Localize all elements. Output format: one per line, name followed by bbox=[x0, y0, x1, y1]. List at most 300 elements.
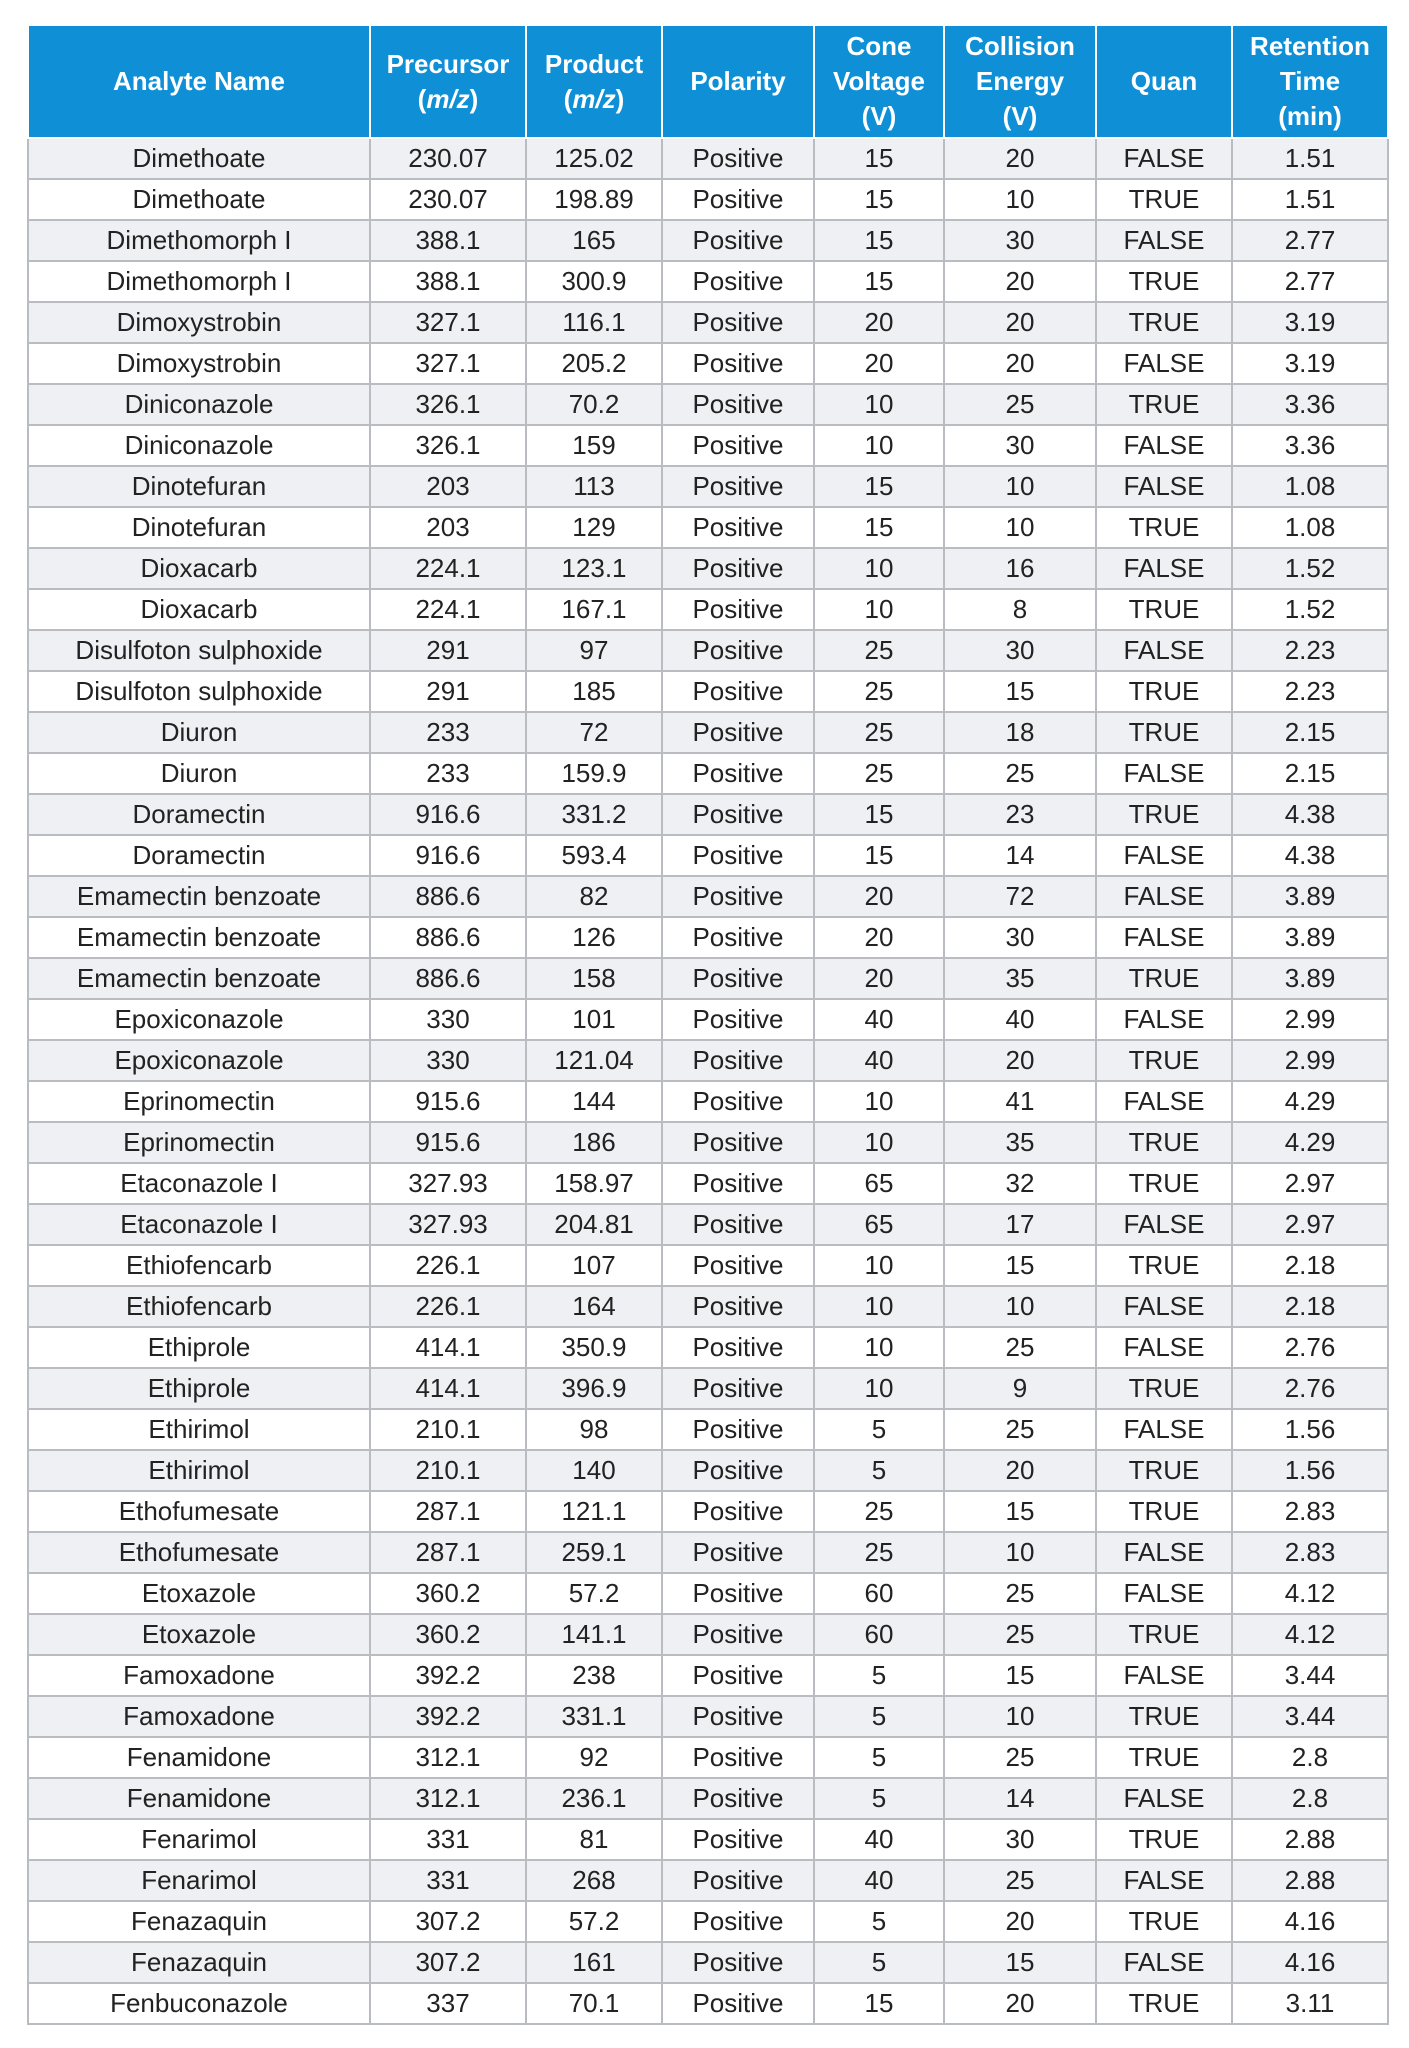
cone-voltage-cell: 20 bbox=[814, 343, 944, 384]
analyte-name-cell: Dimethoate bbox=[28, 179, 370, 220]
analyte-name-cell: Fenazaquin bbox=[28, 1942, 370, 1983]
analyte-name-cell: Diuron bbox=[28, 712, 370, 753]
product-cell: 350.9 bbox=[526, 1327, 662, 1368]
table-row bbox=[28, 343, 1388, 384]
product-cell: 198.89 bbox=[526, 179, 662, 220]
quan-cell: FALSE bbox=[1096, 1286, 1232, 1327]
retention-time-cell: 3.89 bbox=[1232, 917, 1388, 958]
collision-energy-cell: 16 bbox=[944, 548, 1096, 589]
precursor-cell: 330 bbox=[370, 999, 526, 1040]
cone-voltage-cell: 15 bbox=[814, 220, 944, 261]
table-row bbox=[28, 1081, 1388, 1122]
polarity-cell: Positive bbox=[662, 384, 814, 425]
product-cell: 186 bbox=[526, 1122, 662, 1163]
polarity-cell: Positive bbox=[662, 1942, 814, 1983]
precursor-cell: 203 bbox=[370, 507, 526, 548]
precursor-cell: 330 bbox=[370, 1040, 526, 1081]
cone-voltage-cell: 15 bbox=[814, 179, 944, 220]
table-row bbox=[28, 1860, 1388, 1901]
product-cell: 268 bbox=[526, 1860, 662, 1901]
cone-voltage-cell: 5 bbox=[814, 1696, 944, 1737]
collision-energy-cell: 10 bbox=[944, 179, 1096, 220]
header-cone-voltage bbox=[814, 25, 944, 138]
precursor-cell: 327.1 bbox=[370, 343, 526, 384]
polarity-cell: Positive bbox=[662, 794, 814, 835]
polarity-cell: Positive bbox=[662, 1737, 814, 1778]
table-row bbox=[28, 671, 1388, 712]
collision-energy-cell: 10 bbox=[944, 1286, 1096, 1327]
product-cell: 97 bbox=[526, 630, 662, 671]
collision-energy-cell: 15 bbox=[944, 1655, 1096, 1696]
header-text-line: Cone bbox=[846, 31, 912, 61]
retention-time-cell: 4.38 bbox=[1232, 835, 1388, 876]
cone-voltage-cell: 10 bbox=[814, 384, 944, 425]
collision-energy-cell: 10 bbox=[944, 1696, 1096, 1737]
collision-energy-cell: 25 bbox=[944, 1860, 1096, 1901]
precursor-cell: 224.1 bbox=[370, 548, 526, 589]
analyte-name-cell: Famoxadone bbox=[28, 1655, 370, 1696]
polarity-cell: Positive bbox=[662, 261, 814, 302]
polarity-cell: Positive bbox=[662, 835, 814, 876]
table-row bbox=[28, 1696, 1388, 1737]
table-row bbox=[28, 1737, 1388, 1778]
precursor-cell: 326.1 bbox=[370, 425, 526, 466]
table-row bbox=[28, 548, 1388, 589]
analyte-name-cell: Etoxazole bbox=[28, 1614, 370, 1655]
table-body bbox=[28, 138, 1388, 2024]
header-text-line: Precursor bbox=[386, 48, 510, 79]
precursor-cell: 414.1 bbox=[370, 1368, 526, 1409]
product-cell: 98 bbox=[526, 1409, 662, 1450]
collision-energy-cell: 25 bbox=[944, 1614, 1096, 1655]
collision-energy-cell: 41 bbox=[944, 1081, 1096, 1122]
precursor-cell: 233 bbox=[370, 753, 526, 794]
cone-voltage-cell: 10 bbox=[814, 1245, 944, 1286]
analyte-name-cell: Disulfoton sulphoxide bbox=[28, 630, 370, 671]
retention-time-cell: 2.99 bbox=[1232, 1040, 1388, 1081]
retention-time-cell: 2.83 bbox=[1232, 1532, 1388, 1573]
cone-voltage-cell: 40 bbox=[814, 1819, 944, 1860]
polarity-cell: Positive bbox=[662, 1655, 814, 1696]
analyte-name-cell: Fenarimol bbox=[28, 1860, 370, 1901]
cone-voltage-cell: 65 bbox=[814, 1204, 944, 1245]
collision-energy-cell: 15 bbox=[944, 671, 1096, 712]
polarity-cell: Positive bbox=[662, 1081, 814, 1122]
header-analyte-name bbox=[28, 25, 370, 138]
polarity-cell: Positive bbox=[662, 753, 814, 794]
cone-voltage-cell: 20 bbox=[814, 302, 944, 343]
table-row bbox=[28, 138, 1388, 179]
cone-voltage-cell: 15 bbox=[814, 466, 944, 507]
product-cell: 70.1 bbox=[526, 1983, 662, 2024]
precursor-cell: 230.07 bbox=[370, 138, 526, 179]
polarity-cell: Positive bbox=[662, 1040, 814, 1081]
collision-energy-cell: 25 bbox=[944, 1409, 1096, 1450]
collision-energy-cell: 10 bbox=[944, 466, 1096, 507]
product-cell: 121.1 bbox=[526, 1491, 662, 1532]
precursor-cell: 392.2 bbox=[370, 1696, 526, 1737]
precursor-cell: 210.1 bbox=[370, 1409, 526, 1450]
analyte-name-cell: Eprinomectin bbox=[28, 1122, 370, 1163]
collision-energy-cell: 15 bbox=[944, 1942, 1096, 1983]
polarity-cell: Positive bbox=[662, 302, 814, 343]
unit-text: m/z bbox=[426, 83, 470, 114]
quan-cell: FALSE bbox=[1096, 1778, 1232, 1819]
table-row bbox=[28, 753, 1388, 794]
cone-voltage-cell: 10 bbox=[814, 1286, 944, 1327]
retention-time-cell: 2.97 bbox=[1232, 1204, 1388, 1245]
analyte-name-cell: Ethirimol bbox=[28, 1409, 370, 1450]
quan-cell: FALSE bbox=[1096, 1655, 1232, 1696]
polarity-cell: Positive bbox=[662, 1368, 814, 1409]
product-cell: 396.9 bbox=[526, 1368, 662, 1409]
table-row bbox=[28, 1245, 1388, 1286]
polarity-cell: Positive bbox=[662, 179, 814, 220]
cone-voltage-cell: 20 bbox=[814, 917, 944, 958]
table-row bbox=[28, 1286, 1388, 1327]
header-text-line: (V) bbox=[861, 101, 897, 131]
retention-time-cell: 2.18 bbox=[1232, 1245, 1388, 1286]
precursor-cell: 226.1 bbox=[370, 1245, 526, 1286]
collision-energy-cell: 20 bbox=[944, 1450, 1096, 1491]
cone-voltage-cell: 10 bbox=[814, 1081, 944, 1122]
collision-energy-cell: 72 bbox=[944, 876, 1096, 917]
product-cell: 236.1 bbox=[526, 1778, 662, 1819]
product-cell: 107 bbox=[526, 1245, 662, 1286]
product-cell: 82 bbox=[526, 876, 662, 917]
precursor-cell: 203 bbox=[370, 466, 526, 507]
table-row bbox=[28, 1573, 1388, 1614]
table-row bbox=[28, 1778, 1388, 1819]
product-cell: 57.2 bbox=[526, 1573, 662, 1614]
polarity-cell: Positive bbox=[662, 1163, 814, 1204]
collision-energy-cell: 25 bbox=[944, 1573, 1096, 1614]
quan-cell: FALSE bbox=[1096, 753, 1232, 794]
collision-energy-cell: 23 bbox=[944, 794, 1096, 835]
collision-energy-cell: 30 bbox=[944, 220, 1096, 261]
header-text-line: Energy bbox=[975, 66, 1065, 96]
collision-energy-cell: 35 bbox=[944, 958, 1096, 999]
polarity-cell: Positive bbox=[662, 1573, 814, 1614]
product-cell: 331.2 bbox=[526, 794, 662, 835]
polarity-cell: Positive bbox=[662, 220, 814, 261]
retention-time-cell: 3.44 bbox=[1232, 1696, 1388, 1737]
product-cell: 126 bbox=[526, 917, 662, 958]
quan-cell: FALSE bbox=[1096, 138, 1232, 179]
cone-voltage-cell: 10 bbox=[814, 1122, 944, 1163]
cone-voltage-cell: 40 bbox=[814, 999, 944, 1040]
retention-time-cell: 3.36 bbox=[1232, 384, 1388, 425]
table-row bbox=[28, 425, 1388, 466]
analyte-name-cell: Ethiofencarb bbox=[28, 1286, 370, 1327]
cone-voltage-cell: 60 bbox=[814, 1614, 944, 1655]
product-cell: 81 bbox=[526, 1819, 662, 1860]
cone-voltage-cell: 10 bbox=[814, 1327, 944, 1368]
analyte-name-cell: Disulfoton sulphoxide bbox=[28, 671, 370, 712]
precursor-cell: 312.1 bbox=[370, 1778, 526, 1819]
precursor-cell: 226.1 bbox=[370, 1286, 526, 1327]
table-row bbox=[28, 876, 1388, 917]
polarity-cell: Positive bbox=[662, 1409, 814, 1450]
polarity-cell: Positive bbox=[662, 958, 814, 999]
retention-time-cell: 3.89 bbox=[1232, 876, 1388, 917]
header-retention-time bbox=[1232, 25, 1388, 138]
precursor-cell: 392.2 bbox=[370, 1655, 526, 1696]
precursor-cell: 287.1 bbox=[370, 1532, 526, 1573]
quan-cell: TRUE bbox=[1096, 671, 1232, 712]
header-text-line: Analyte Name bbox=[113, 66, 285, 96]
retention-time-cell: 2.23 bbox=[1232, 671, 1388, 712]
cone-voltage-cell: 10 bbox=[814, 425, 944, 466]
table-row bbox=[28, 1983, 1388, 2024]
polarity-cell: Positive bbox=[662, 671, 814, 712]
table-row bbox=[28, 466, 1388, 507]
header-text-line: Collision bbox=[965, 31, 1075, 61]
polarity-cell: Positive bbox=[662, 1245, 814, 1286]
retention-time-cell: 3.36 bbox=[1232, 425, 1388, 466]
cone-voltage-cell: 5 bbox=[814, 1942, 944, 1983]
collision-energy-cell: 32 bbox=[944, 1163, 1096, 1204]
table-row bbox=[28, 589, 1388, 630]
table-row bbox=[28, 1614, 1388, 1655]
retention-time-cell: 4.16 bbox=[1232, 1901, 1388, 1942]
quan-cell: TRUE bbox=[1096, 179, 1232, 220]
polarity-cell: Positive bbox=[662, 1614, 814, 1655]
analyte-name-cell: Dimethomorph I bbox=[28, 261, 370, 302]
collision-energy-cell: 25 bbox=[944, 384, 1096, 425]
table-row bbox=[28, 630, 1388, 671]
product-cell: 331.1 bbox=[526, 1696, 662, 1737]
product-cell: 204.81 bbox=[526, 1204, 662, 1245]
quan-cell: TRUE bbox=[1096, 1614, 1232, 1655]
quan-cell: FALSE bbox=[1096, 1409, 1232, 1450]
retention-time-cell: 2.77 bbox=[1232, 220, 1388, 261]
quan-cell: TRUE bbox=[1096, 1491, 1232, 1532]
table-row bbox=[28, 1040, 1388, 1081]
retention-time-cell: 4.29 bbox=[1232, 1122, 1388, 1163]
table-row bbox=[28, 1368, 1388, 1409]
retention-time-cell: 1.51 bbox=[1232, 179, 1388, 220]
precursor-cell: 886.6 bbox=[370, 958, 526, 999]
analyte-name-cell: Dioxacarb bbox=[28, 548, 370, 589]
precursor-cell: 337 bbox=[370, 1983, 526, 2024]
quan-cell: FALSE bbox=[1096, 999, 1232, 1040]
retention-time-cell: 1.56 bbox=[1232, 1450, 1388, 1491]
quan-cell: TRUE bbox=[1096, 589, 1232, 630]
retention-time-cell: 2.97 bbox=[1232, 1163, 1388, 1204]
header-text-line: Polarity bbox=[690, 66, 786, 96]
cone-voltage-cell: 10 bbox=[814, 589, 944, 630]
collision-energy-cell: 30 bbox=[944, 630, 1096, 671]
header-text-line: Quan bbox=[1130, 66, 1198, 96]
retention-time-cell: 1.08 bbox=[1232, 507, 1388, 548]
quan-cell: FALSE bbox=[1096, 1573, 1232, 1614]
collision-energy-cell: 20 bbox=[944, 1901, 1096, 1942]
table-row bbox=[28, 1204, 1388, 1245]
product-cell: 161 bbox=[526, 1942, 662, 1983]
table-row bbox=[28, 261, 1388, 302]
analyte-name-cell: Diniconazole bbox=[28, 384, 370, 425]
quan-cell: TRUE bbox=[1096, 507, 1232, 548]
table-row bbox=[28, 220, 1388, 261]
analyte-name-cell: Etoxazole bbox=[28, 1573, 370, 1614]
table-row bbox=[28, 1327, 1388, 1368]
product-cell: 158.97 bbox=[526, 1163, 662, 1204]
table-row bbox=[28, 835, 1388, 876]
quan-cell: FALSE bbox=[1096, 1860, 1232, 1901]
quan-cell: FALSE bbox=[1096, 835, 1232, 876]
analyte-name-cell: Ethiprole bbox=[28, 1327, 370, 1368]
quan-cell: FALSE bbox=[1096, 425, 1232, 466]
quan-cell: TRUE bbox=[1096, 1819, 1232, 1860]
precursor-cell: 327.93 bbox=[370, 1204, 526, 1245]
cone-voltage-cell: 25 bbox=[814, 1491, 944, 1532]
analyte-name-cell: Emamectin benzoate bbox=[28, 917, 370, 958]
collision-energy-cell: 14 bbox=[944, 1778, 1096, 1819]
cone-voltage-cell: 15 bbox=[814, 1983, 944, 2024]
analyte-name-cell: Dimoxystrobin bbox=[28, 302, 370, 343]
table-row bbox=[28, 1163, 1388, 1204]
polarity-cell: Positive bbox=[662, 1327, 814, 1368]
cone-voltage-cell: 25 bbox=[814, 630, 944, 671]
cone-voltage-cell: 5 bbox=[814, 1450, 944, 1491]
collision-energy-cell: 25 bbox=[944, 1327, 1096, 1368]
precursor-cell: 414.1 bbox=[370, 1327, 526, 1368]
quan-cell: TRUE bbox=[1096, 958, 1232, 999]
retention-time-cell: 2.83 bbox=[1232, 1491, 1388, 1532]
polarity-cell: Positive bbox=[662, 425, 814, 466]
product-cell: 167.1 bbox=[526, 589, 662, 630]
header-text-line: (V) bbox=[1002, 101, 1038, 131]
product-cell: 164 bbox=[526, 1286, 662, 1327]
table-row bbox=[28, 1819, 1388, 1860]
analyte-name-cell: Ethofumesate bbox=[28, 1532, 370, 1573]
precursor-cell: 210.1 bbox=[370, 1450, 526, 1491]
analyte-name-cell: Fenbuconazole bbox=[28, 1983, 370, 2024]
quan-cell: FALSE bbox=[1096, 220, 1232, 261]
collision-energy-cell: 35 bbox=[944, 1122, 1096, 1163]
table-row bbox=[28, 1942, 1388, 1983]
analyte-name-cell: Epoxiconazole bbox=[28, 1040, 370, 1081]
collision-energy-cell: 40 bbox=[944, 999, 1096, 1040]
header-polarity bbox=[662, 25, 814, 138]
precursor-cell: 224.1 bbox=[370, 589, 526, 630]
quan-cell: FALSE bbox=[1096, 630, 1232, 671]
product-cell: 121.04 bbox=[526, 1040, 662, 1081]
product-cell: 159 bbox=[526, 425, 662, 466]
mrm-parameter-table bbox=[27, 24, 1389, 2025]
product-cell: 101 bbox=[526, 999, 662, 1040]
polarity-cell: Positive bbox=[662, 876, 814, 917]
precursor-cell: 287.1 bbox=[370, 1491, 526, 1532]
cone-voltage-cell: 15 bbox=[814, 261, 944, 302]
polarity-cell: Positive bbox=[662, 1778, 814, 1819]
collision-energy-cell: 25 bbox=[944, 1737, 1096, 1778]
analyte-name-cell: Ethiprole bbox=[28, 1368, 370, 1409]
polarity-cell: Positive bbox=[662, 548, 814, 589]
analyte-name-cell: Diuron bbox=[28, 753, 370, 794]
analyte-name-cell: Doramectin bbox=[28, 835, 370, 876]
quan-cell: TRUE bbox=[1096, 384, 1232, 425]
precursor-cell: 388.1 bbox=[370, 261, 526, 302]
cone-voltage-cell: 5 bbox=[814, 1655, 944, 1696]
analyte-name-cell: Ethirimol bbox=[28, 1450, 370, 1491]
polarity-cell: Positive bbox=[662, 1901, 814, 1942]
analyte-name-cell: Dimethomorph I bbox=[28, 220, 370, 261]
analyte-name-cell: Dimoxystrobin bbox=[28, 343, 370, 384]
quan-cell: TRUE bbox=[1096, 1737, 1232, 1778]
polarity-cell: Positive bbox=[662, 712, 814, 753]
quan-cell: FALSE bbox=[1096, 1204, 1232, 1245]
polarity-cell: Positive bbox=[662, 466, 814, 507]
retention-time-cell: 2.88 bbox=[1232, 1819, 1388, 1860]
polarity-cell: Positive bbox=[662, 1450, 814, 1491]
retention-time-cell: 4.38 bbox=[1232, 794, 1388, 835]
cone-voltage-cell: 60 bbox=[814, 1573, 944, 1614]
precursor-cell: 230.07 bbox=[370, 179, 526, 220]
retention-time-cell: 1.51 bbox=[1232, 138, 1388, 179]
polarity-cell: Positive bbox=[662, 630, 814, 671]
cone-voltage-cell: 15 bbox=[814, 835, 944, 876]
table-row bbox=[28, 958, 1388, 999]
retention-time-cell: 2.15 bbox=[1232, 712, 1388, 753]
product-cell: 72 bbox=[526, 712, 662, 753]
quan-cell: FALSE bbox=[1096, 876, 1232, 917]
quan-cell: FALSE bbox=[1096, 1942, 1232, 1983]
product-cell: 123.1 bbox=[526, 548, 662, 589]
retention-time-cell: 2.23 bbox=[1232, 630, 1388, 671]
quan-cell: TRUE bbox=[1096, 1368, 1232, 1409]
collision-energy-cell: 30 bbox=[944, 917, 1096, 958]
header-text-line: Retention bbox=[1250, 31, 1370, 61]
table-row bbox=[28, 1655, 1388, 1696]
product-cell: 300.9 bbox=[526, 261, 662, 302]
analyte-name-cell: Emamectin benzoate bbox=[28, 958, 370, 999]
header-text-line: Time bbox=[1279, 66, 1341, 96]
retention-time-cell: 2.8 bbox=[1232, 1778, 1388, 1819]
analyte-name-cell: Ethofumesate bbox=[28, 1491, 370, 1532]
precursor-cell: 886.6 bbox=[370, 917, 526, 958]
cone-voltage-cell: 40 bbox=[814, 1040, 944, 1081]
cone-voltage-cell: 15 bbox=[814, 138, 944, 179]
precursor-cell: 331 bbox=[370, 1860, 526, 1901]
header-unit: (m/z) bbox=[563, 83, 625, 114]
quan-cell: TRUE bbox=[1096, 302, 1232, 343]
retention-time-cell: 3.11 bbox=[1232, 1983, 1388, 2024]
analyte-name-cell: Dioxacarb bbox=[28, 589, 370, 630]
polarity-cell: Positive bbox=[662, 1532, 814, 1573]
polarity-cell: Positive bbox=[662, 917, 814, 958]
product-cell: 140 bbox=[526, 1450, 662, 1491]
polarity-cell: Positive bbox=[662, 589, 814, 630]
precursor-cell: 312.1 bbox=[370, 1737, 526, 1778]
table-row bbox=[28, 1491, 1388, 1532]
unit-text: m/z bbox=[572, 83, 616, 114]
precursor-cell: 916.6 bbox=[370, 835, 526, 876]
header-unit: (m/z) bbox=[417, 83, 479, 114]
collision-energy-cell: 15 bbox=[944, 1245, 1096, 1286]
retention-time-cell: 4.12 bbox=[1232, 1573, 1388, 1614]
retention-time-cell: 4.12 bbox=[1232, 1614, 1388, 1655]
precursor-cell: 307.2 bbox=[370, 1901, 526, 1942]
analyte-name-cell: Dinotefuran bbox=[28, 466, 370, 507]
retention-time-cell: 2.88 bbox=[1232, 1860, 1388, 1901]
table-row bbox=[28, 794, 1388, 835]
precursor-cell: 291 bbox=[370, 630, 526, 671]
table-row bbox=[28, 179, 1388, 220]
collision-energy-cell: 9 bbox=[944, 1368, 1096, 1409]
product-cell: 165 bbox=[526, 220, 662, 261]
